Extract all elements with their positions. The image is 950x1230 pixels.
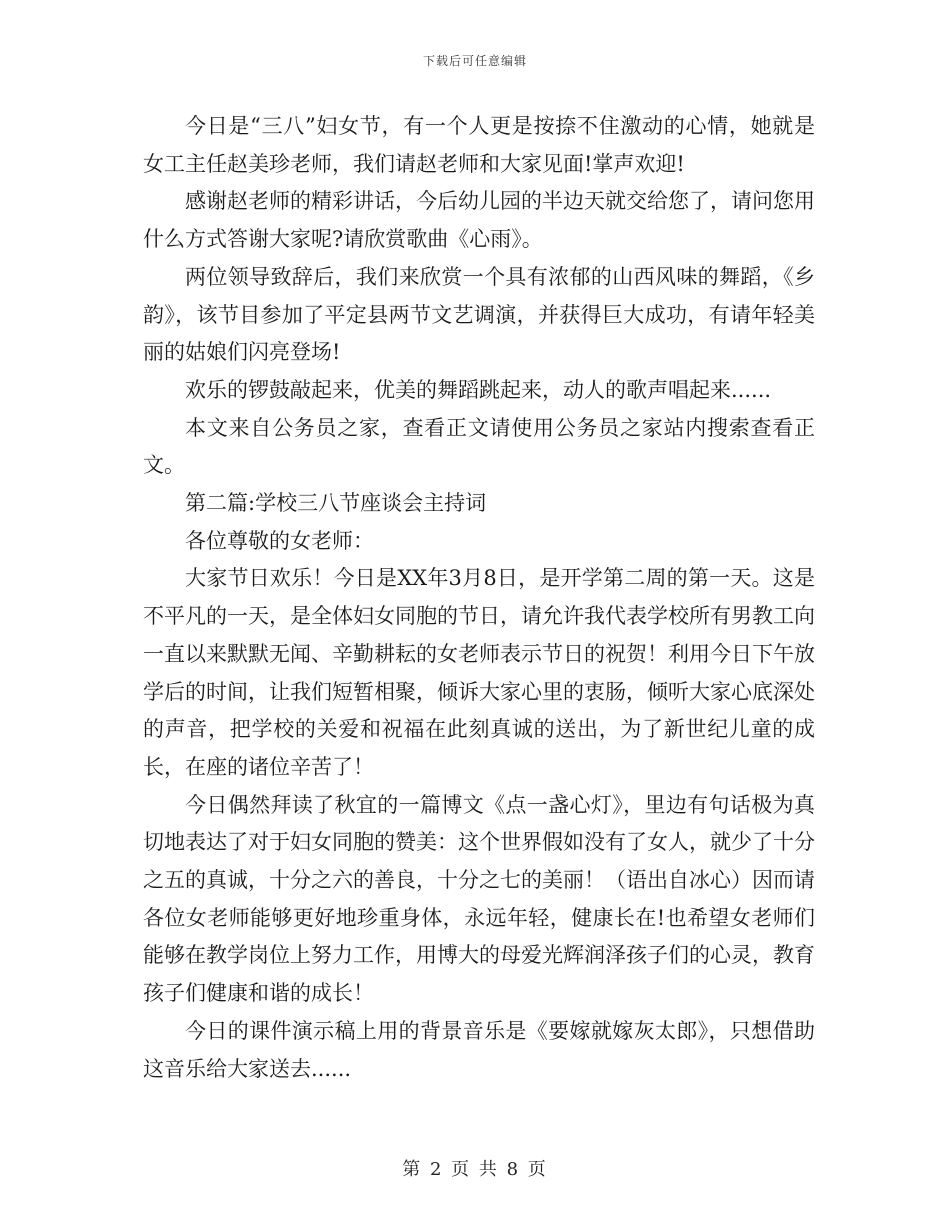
paragraph: 今日偶然拜读了秋宜的一篇博文《点一盏心灯》，里边有句话极为真切地表达了对于妇女同胞的赞美：这个世界假如没有了女人，就少了十分之五的真诚，十分之六的善良，十分之七的美丽！（语出自冰心）因而请各位女老师能够更好地珍重身体，永远年轻，健康长在!也希望女老师们能够在教学岗位上努力工作，用博大的母爱光辉润泽孩子们的心灵，教育孩子们健康和谐的成长！ — [143, 792, 815, 1006]
paragraph: 大家节日欢乐！今日是XX年3月8日，是开学第二周的第一天。这是不平凡的一天，是全体妇女同胞的节日，请允许我代表学校所有男教工向一直以来默默无闻、辛勤耕耘的女老师表示节日的祝贺！利用今日下午放学后的时间，让我们短暂相聚，倾诉大家心里的衷肠，倾听大家心底深处的声音，把学校的关爱和祝福在此刻真诚的送出，为了新世纪儿童的成长，在座的诸位辛苦了！ — [143, 566, 815, 779]
paragraph: 今日是“三八”妇女节，有一个人更是按捺不住激动的心情，她就是女工主任赵美珍老师，我们请赵老师和大家见面!掌声欢迎! — [143, 114, 815, 176]
paragraph: 感谢赵老师的精彩讲话，今后幼儿园的半边天就交给您了，请问您用什么方式答谢大家呢?请欣赏歌曲《心雨》。 — [143, 189, 815, 252]
document-body — [143, 108, 815, 1088]
paragraph: 本文来自公务员之家，查看正文请使用公务员之家站内搜索查看正文。 — [143, 415, 815, 478]
paragraph: 欢乐的锣鼓敲起来，优美的舞蹈跳起来，动人的歌声唱起来...... — [185, 377, 772, 402]
salutation: 各位尊敬的女老师： — [185, 528, 374, 553]
section-heading: 第二篇:学校三八节座谈会主持词 — [185, 491, 487, 516]
paragraph: 两位领导致辞后，我们来欣赏一个具有浓郁的山西风味的舞蹈，《乡韵》，该节目参加了平定县两节文艺调演，并获得巨大成功，有请年轻美丽的姑娘们闪亮登场! — [143, 264, 815, 365]
page-number-footer: 第 2 页 共 8 页 — [402, 1159, 548, 1180]
page-header-note: 下载后可任意编辑 — [422, 54, 527, 68]
paragraph: 今日的课件演示稿上用的背景音乐是《要嫁就嫁灰太郎》，只想借助这音乐给大家送去...... — [143, 1018, 815, 1081]
